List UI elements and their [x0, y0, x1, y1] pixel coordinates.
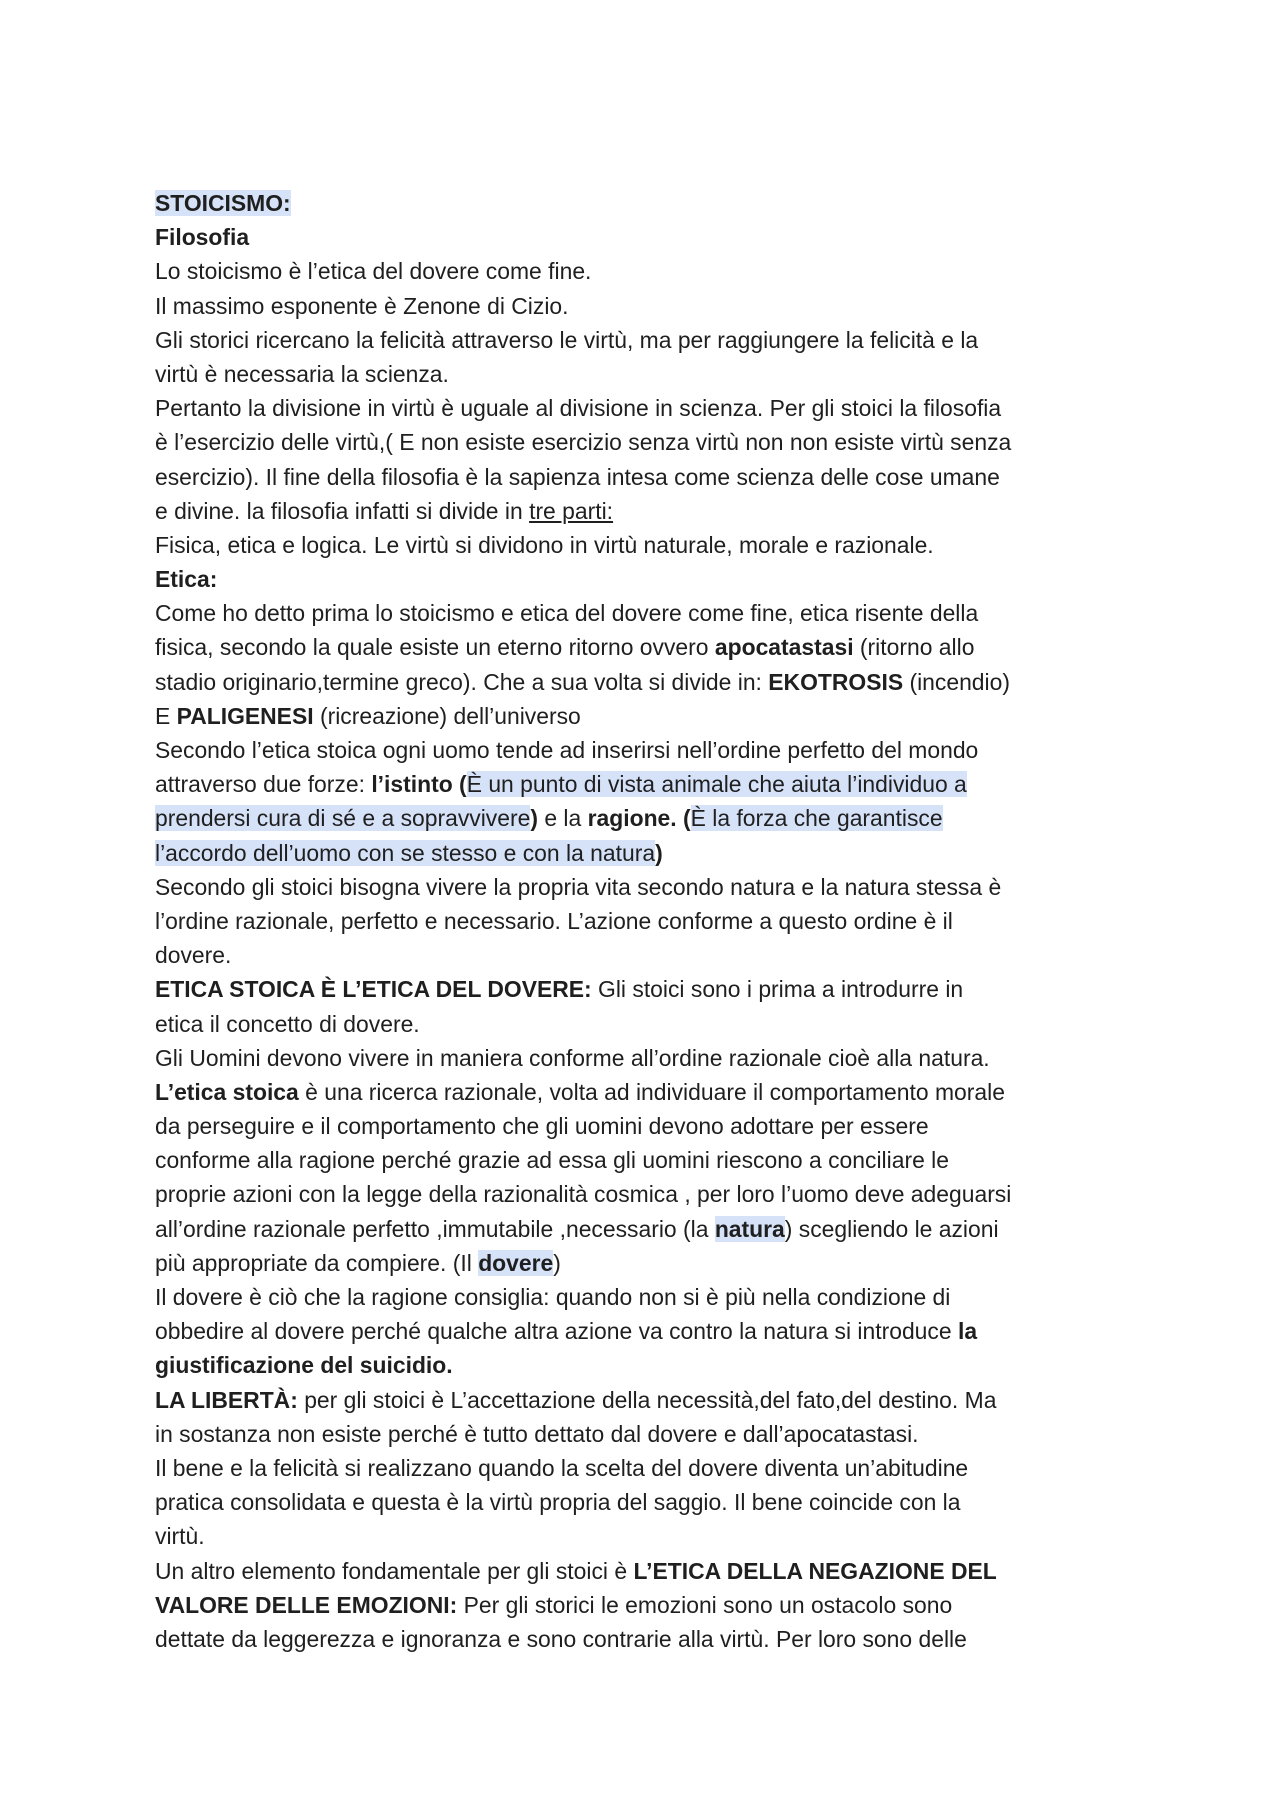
text-run: all’ordine razionale perfetto ,immutabile ,necessario (la [155, 1215, 715, 1242]
text-line: pratica consolidata e questa è la virtù propria del saggio. Il bene coincide con la [155, 1489, 961, 1516]
text-line: conforme alla ragione perché grazie ad essa gli uomini riescono a conciliare le [155, 1147, 949, 1174]
text-line [155, 801, 1135, 835]
section-heading-filosofia: Filosofia [155, 224, 250, 251]
bold-term: giustificazione del suicidio. [155, 1352, 453, 1379]
text-line [155, 665, 1135, 699]
bold-term: ragione. ( [587, 805, 691, 832]
bold-term: ) [530, 805, 538, 832]
bold-term: PALIGENESI [176, 702, 314, 729]
text-run: Un altro elemento fondamentale per gli stoici è [155, 1557, 634, 1584]
text-run: fisica, secondo la quale esiste un eterno ritorno ovvero [155, 634, 715, 661]
text-run: (incendio) [903, 668, 1010, 695]
bold-term: VALORE DELLE EMOZIONI: [155, 1591, 458, 1618]
text-line: esercizio). Il fine della filosofia è la sapienza intesa come scienza delle cose umane [155, 463, 1000, 490]
text-run: e la [537, 805, 588, 832]
bold-term: L’ETICA DELLA NEGAZIONE DEL [633, 1557, 997, 1584]
text-run: attraverso due forze: [155, 771, 372, 798]
text-line [155, 767, 1135, 801]
text-line: virtù. [155, 1523, 205, 1550]
bold-term: EKOTROSIS [768, 668, 904, 695]
text-line: dovere. [155, 942, 232, 969]
text-line: etica il concetto di dovere. [155, 1010, 420, 1037]
text-run: E [155, 702, 177, 729]
text-line [155, 1554, 1135, 1588]
text-run: Gli stoici sono i prima a introdurre in [591, 976, 964, 1003]
text-line: Secondo gli stoici bisogna vivere la propria vita secondo natura e la natura stessa è [155, 873, 1002, 900]
document-body [155, 186, 1135, 1656]
text-line [155, 699, 1135, 733]
text-line: in sostanza non esiste perché è tutto dettato dal dovere e dall’apocatastasi. [155, 1420, 919, 1447]
text-line: Fisica, etica e logica. Le virtù si dividono in virtù naturale, morale e razionale. [155, 531, 934, 558]
highlighted-text: È la forza che garantisce [690, 805, 943, 832]
subtitle-line [155, 220, 1135, 254]
text-line: dettate da leggerezza e ignoranza e sono contrarie alla virtù. Per loro sono delle [155, 1625, 967, 1652]
text-line [155, 630, 1135, 664]
text-line [155, 1314, 1135, 1348]
bold-term: ) [655, 839, 663, 866]
text-line [155, 1588, 1135, 1622]
bold-term: L’etica stoica [155, 1078, 299, 1105]
text-line: Il massimo esponente è Zenone di Cizio. [155, 292, 569, 319]
text-line [155, 1212, 1135, 1246]
bold-term: la [957, 1318, 978, 1345]
text-line: è l’esercizio delle virtù,( E non esiste esercizio senza virtù non non esiste virtù senza [155, 429, 1012, 456]
text-line: Secondo l’etica stoica ogni uomo tende ad inserirsi nell’ordine perfetto del mondo [155, 737, 979, 763]
text-line: virtù è necessaria la scienza. [155, 360, 449, 387]
text-line [155, 1383, 1135, 1417]
text-line [155, 1348, 1135, 1382]
bold-term: ETICA STOICA È L’ETICA DEL DOVERE: [155, 976, 592, 1003]
text-line: proprie azioni con la legge della razionalità cosmica , per loro l’uomo deve adeguarsi [155, 1181, 1012, 1208]
text-run: Per gli storici le emozioni sono un ostacolo sono [457, 1591, 953, 1618]
text-run: ) [553, 1249, 561, 1276]
title-line [155, 186, 1135, 220]
text-line [155, 836, 1135, 870]
text-run: per gli stoici è L’accettazione della necessità,del fato,del destino. Ma [297, 1386, 997, 1413]
highlighted-text: prendersi cura di sé e a sopravvivere [155, 805, 531, 832]
text-line: l’ordine razionale, perfetto e necessario. L’azione conforme a questo ordine è il [155, 907, 953, 934]
text-line: Il dovere è ciò che la ragione consiglia: quando non si è più nella condizione di [155, 1284, 951, 1310]
bold-term: apocatastasi [714, 634, 854, 661]
text-run: (ritorno allo [853, 634, 975, 661]
text-line: da perseguire e il comportamento che gli uomini devono adottare per essere [155, 1113, 929, 1140]
text-line: Pertanto la divisione in virtù è uguale al divisione in scienza. Per gli stoici la filosofia [155, 395, 1002, 422]
highlighted-term: dovere [478, 1249, 554, 1276]
highlighted-term: natura [714, 1215, 785, 1242]
text-line: Gli storici ricercano la felicità attraverso le virtù, ma per raggiungere la felicità e la [155, 326, 979, 353]
text-run: più appropriate da compiere. (Il [155, 1249, 479, 1276]
heading-line [155, 562, 1135, 596]
text-line: Lo stoicismo è l’etica del dovere come fine. [155, 258, 592, 285]
page-title: STOICISMO: [155, 190, 291, 216]
bold-term: LA LIBERTÀ: [155, 1386, 298, 1413]
section-heading-etica: Etica: [155, 566, 218, 593]
text-line: Il bene e la felicità si realizzano quando la scelta del dovere diventa un’abitudine [155, 1454, 969, 1481]
text-line [155, 1246, 1135, 1280]
text-run: e divine. la filosofia infatti si divide in [155, 497, 530, 524]
text-run: (ricreazione) dell’universo [313, 702, 581, 729]
text-line: Come ho detto prima lo stoicismo e etica del dovere come fine, etica risente della [155, 600, 979, 627]
text-run: è una ricerca razionale, volta ad individuare il comportamento morale [298, 1078, 1005, 1105]
text-run: ) scegliendo le azioni [784, 1215, 999, 1242]
text-line [155, 1075, 1135, 1109]
highlighted-text: l’accordo dell’uomo con se stesso e con la natura [155, 839, 656, 866]
bold-term: l’istinto ( [371, 771, 467, 798]
text-run: obbedire al dovere perché qualche altra azione va contro la natura si introduce [155, 1318, 958, 1345]
text-line [155, 972, 1135, 1006]
text-run: stadio originario,termine greco). Che a sua volta si divide in: [155, 668, 769, 695]
highlighted-text: È un punto di vista animale che aiuta l’individuo a [466, 771, 967, 798]
underlined-text: tre parti: [529, 497, 614, 524]
text-line: Gli Uomini devono vivere in maniera conforme all’ordine razionale cioè alla natura. [155, 1044, 990, 1071]
text-line [155, 494, 1135, 528]
